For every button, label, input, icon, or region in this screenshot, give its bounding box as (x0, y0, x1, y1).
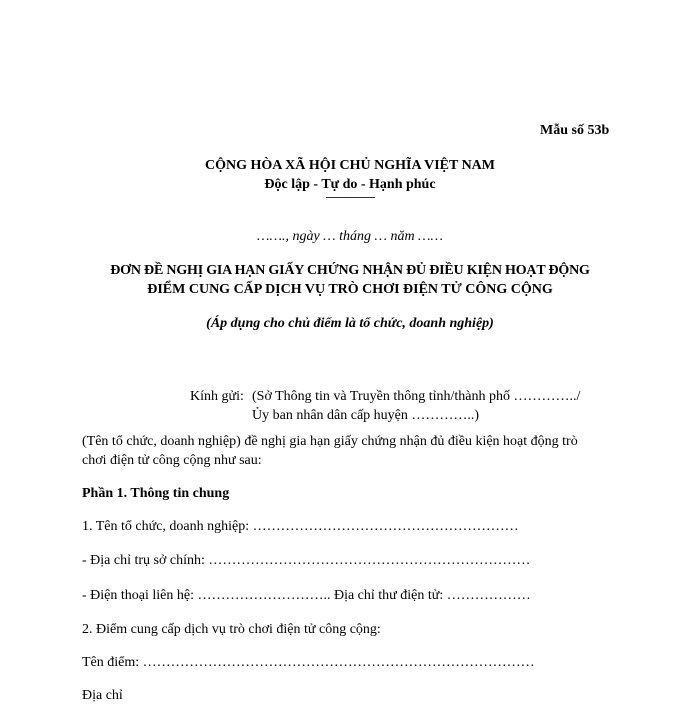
recipient-label: Kính gửi: (190, 389, 244, 404)
hq-address-field: - Địa chỉ trụ sở chính: …………………………………………………………… (82, 553, 531, 568)
document-subtitle: (Áp dụng cho chủ điểm là tổ chức, doanh nghiệp) (206, 316, 494, 331)
section1-heading: Phần 1. Thông tin chung (82, 486, 230, 501)
intro-line2: chơi điện tử công cộng như sau: (82, 453, 262, 468)
phone-email-field: - Điện thoại liên hệ: ……………………….. Địa chỉ thư điện tử: ……………… (82, 588, 531, 603)
point-name-field: Tên điểm: ………………………………………………………………………… (82, 655, 535, 670)
service-point-heading: 2. Điểm cung cấp dịch vụ trò chơi điện tử công cộng: (82, 622, 381, 637)
national-title: CỘNG HÒA XÃ HỘI CHỦ NGHĨA VIỆT NAM (204, 158, 495, 173)
document-title-line2: ĐIỂM CUNG CẤP DỊCH VỤ TRÒ CHƠI ĐIỆN TỬ CÔNG CỘNG (147, 282, 553, 297)
recipient-line2: Ủy ban nhân dân cấp huyện …………..) (252, 408, 480, 423)
org-name-field: 1. Tên tổ chức, doanh nghiệp: ………………………………………………… (82, 519, 519, 534)
motto-separator: --------------------- (325, 192, 375, 203)
recipient-line1: (Sở Thông tin và Truyền thông tỉnh/thành phố …………../ (252, 389, 581, 404)
intro-line1: (Tên tổ chức, doanh nghiệp) đề nghị gia hạn giấy chứng nhận đủ điều kiện hoạt động trò (82, 434, 578, 449)
national-motto: Độc lập - Tự do - Hạnh phúc (264, 177, 436, 192)
document-title-line1: ĐƠN ĐỀ NGHỊ GIA HẠN GIẤY CHỨNG NHẬN ĐỦ ĐIỀU KIỆN HOẠT ĐỘNG (110, 263, 590, 278)
date-line: ……., ngày … tháng … năm …… (257, 229, 443, 244)
form-code: Mẫu số 53b (540, 123, 610, 138)
point-address-field: Địa chỉ (82, 688, 123, 703)
